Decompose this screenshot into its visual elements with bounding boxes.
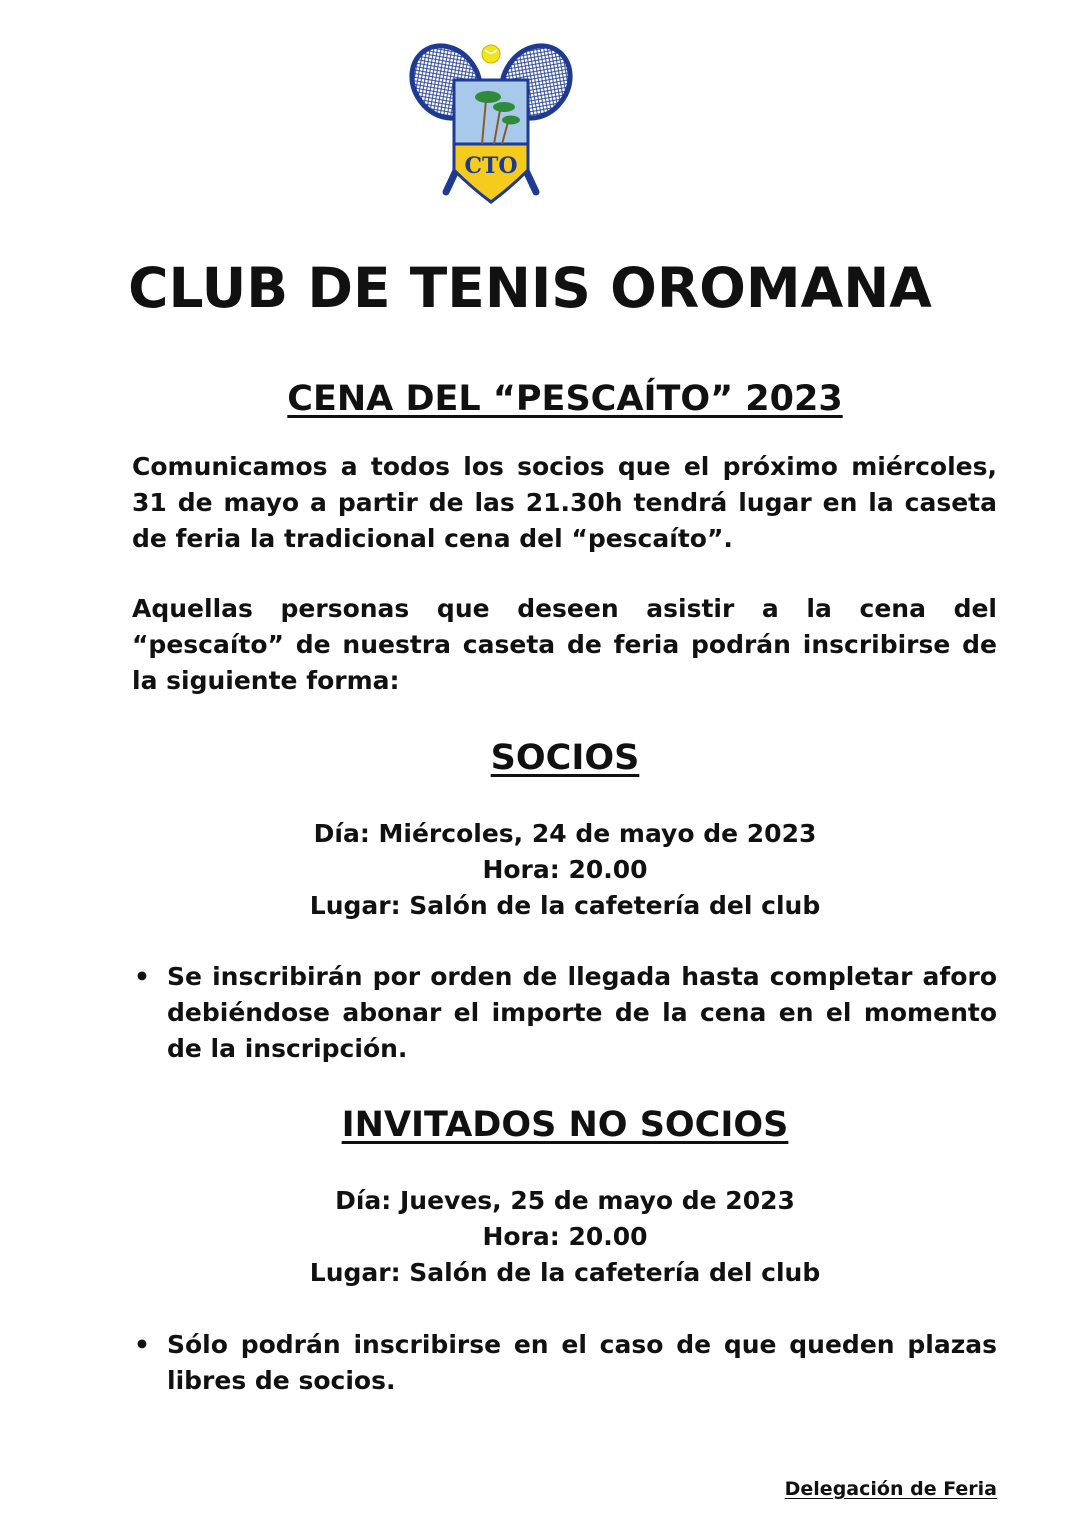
invitados-note-item <box>132 1327 997 1399</box>
tennis-club-crest-icon <box>408 40 574 206</box>
socios-day: Día: Miércoles, 24 de mayo de 2023 <box>313 819 817 848</box>
invitados-day: Día: Jueves, 25 de mayo de 2023 <box>335 1186 795 1215</box>
invitados-note: Sólo podrán inscribirse en el caso de que queden plazas libres de socios. <box>167 1330 997 1395</box>
registration-paragraph: Aquellas personas que deseen asistir a la cena del “pescaíto” de nuestra caseta de feria podrán inscribirse de la siguiente forma: <box>132 594 997 695</box>
invitados-hour: Hora: 20.00 <box>482 1222 648 1251</box>
socios-place: Lugar: Salón de la cafetería del club <box>309 891 821 920</box>
invitados-place: Lugar: Salón de la cafetería del club <box>309 1258 821 1287</box>
bullet-icon: • <box>134 1330 150 1359</box>
logo-text: CTO <box>464 153 518 179</box>
signature: Delegación de Feria <box>784 1478 997 1500</box>
club-title: CLUB DE TENIS OROMANA <box>128 256 932 320</box>
socios-hour: Hora: 20.00 <box>482 855 648 884</box>
bullet-icon: • <box>134 962 150 991</box>
event-title: CENA DEL “PESCAÍTO” 2023 <box>287 379 843 419</box>
intro-paragraph: Comunicamos a todos los socios que el próximo miércoles, 31 de mayo a partir de las 21.30h tendrá lugar en la caseta de feria la tradicional cena del “pescaíto”. <box>132 452 997 553</box>
socios-heading: SOCIOS <box>490 738 640 778</box>
socios-note-item <box>132 959 997 1067</box>
socios-note: Se inscribirán por orden de llegada hasta completar aforo debiéndose abonar el importe de la cena en el momento de la inscripción. <box>167 962 997 1063</box>
invitados-heading: INVITADOS NO SOCIOS <box>341 1105 789 1145</box>
